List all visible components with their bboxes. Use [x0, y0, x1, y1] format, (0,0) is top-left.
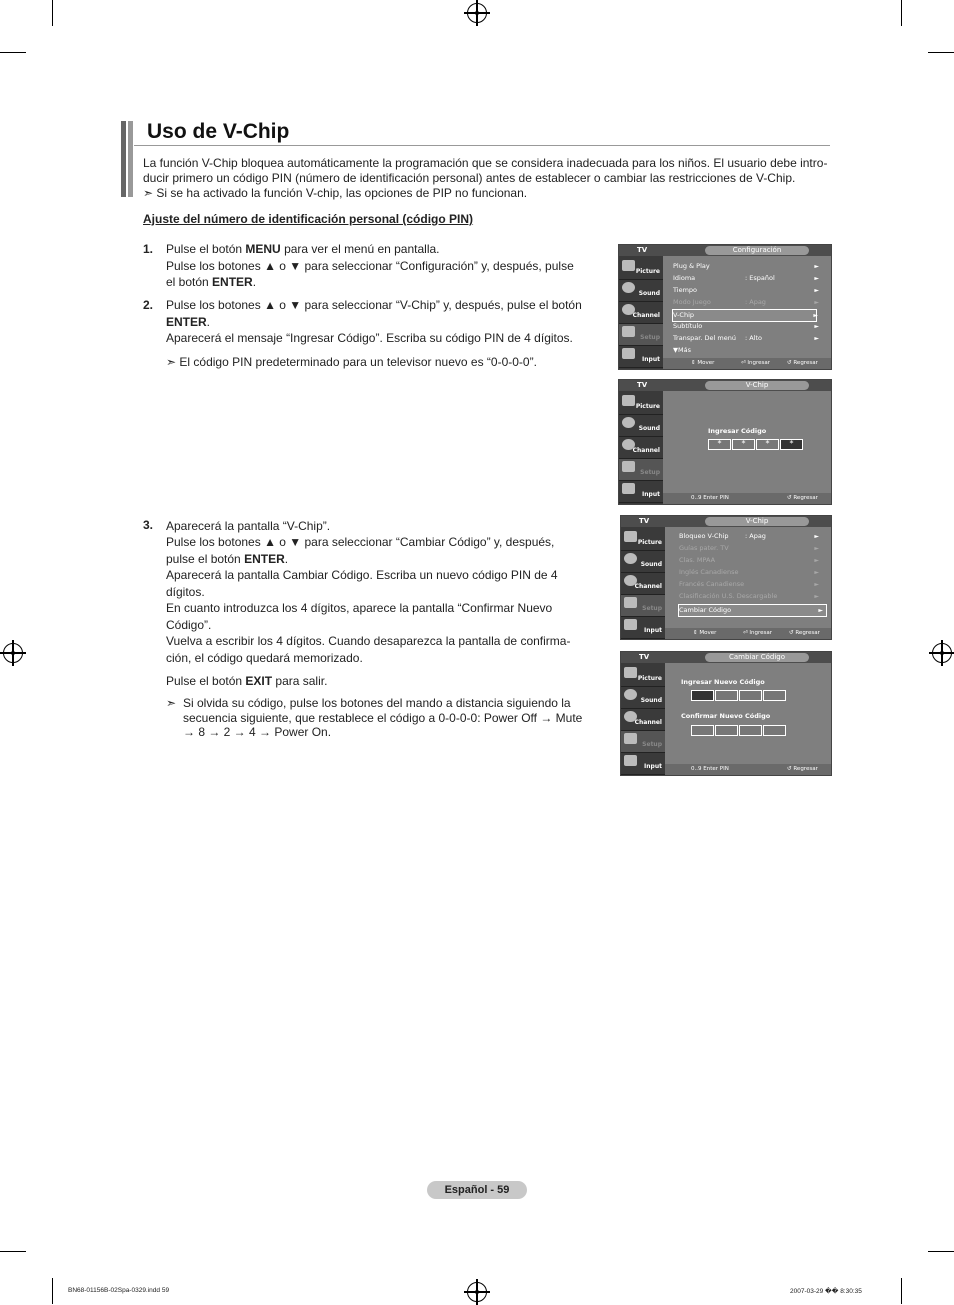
note-icon: ➣: [166, 696, 177, 710]
menu-item: Inglés Canadiense ►: [679, 568, 819, 576]
tv-sidebar: Picture Sound Channel Setup Input: [619, 391, 663, 504]
setup-icon: [624, 733, 637, 744]
step-note: secuencia siguiente, que restablece el código a 0-0-0-0: Power Off → Mute: [183, 711, 583, 725]
step-text: Código”.: [166, 618, 212, 632]
step-text: Pulse los botones ▲ o ▼ para seleccionar “V-Chip” y, después, pulse el botón: [166, 298, 582, 312]
step-note: Si olvida su código, pulse los botones del mando a distancia siguiendo la: [183, 696, 571, 710]
crop-mark: [52, 1278, 53, 1304]
note-icon: ➣: [166, 355, 177, 369]
step-text: ENTER.: [166, 315, 211, 329]
menu-item: Idioma : Español ►: [673, 274, 819, 282]
crop-mark: [928, 1251, 954, 1252]
menu-item-selected: V-Chip ►: [672, 309, 817, 322]
tv-screen-cambiar-codigo: TV Cambiar Código Picture Sound Channel Setup Input Ingresar Nuevo Código Confirmar Nuevo Código 0..9 Enter PIN ↺ Regresar: [620, 651, 832, 776]
menu-item: Guías pater. TV ►: [679, 544, 819, 552]
step-text: Pulse el botón MENU para ver el menú en pantalla.: [166, 242, 440, 256]
new-code-label: Ingresar Nuevo Código: [681, 678, 765, 686]
menu-item: Transpar. Del menú : Alto ►: [673, 334, 819, 342]
print-date-info: 2007-03-29 �� 8:30:35: [790, 1288, 862, 1295]
crop-mark: [901, 0, 902, 26]
code-box: [691, 725, 714, 736]
input-icon: [624, 619, 637, 630]
step-number: 3.: [143, 518, 154, 532]
menu-item: Subtítulo ►: [673, 322, 819, 330]
step-note: ➣ El código PIN predeterminado para un televisor nuevo es “0-0-0-0”.: [166, 355, 537, 369]
setup-icon: [622, 461, 635, 472]
step-number: 1.: [143, 242, 154, 256]
registration-mark-icon: [3, 643, 23, 663]
pin-digit: *: [780, 439, 803, 450]
registration-mark-icon: [467, 1282, 487, 1302]
step-number: 2.: [143, 298, 154, 312]
sound-icon: [624, 553, 637, 564]
menu-item: Francés Canadiense ►: [679, 580, 819, 588]
step-text: el botón ENTER.: [166, 275, 257, 289]
step-text: ción, el código quedará memorizado.: [166, 651, 363, 665]
step-text: Pulse los botones ▲ o ▼ para seleccionar “Configuración” y, después, pulse: [166, 259, 574, 273]
picture-icon: [624, 667, 637, 678]
input-icon: [624, 755, 637, 766]
screen-title: Configuración: [705, 246, 809, 255]
menu-item: Modo Juego : Apag ►: [673, 298, 819, 306]
crop-mark: [52, 0, 53, 26]
crop-mark: [928, 52, 954, 53]
input-icon: [622, 483, 635, 494]
menu-item: ▼Más: [673, 346, 691, 354]
step-note: → 8 → 2 → 4 → Power On.: [183, 725, 332, 739]
pin-digit: *: [756, 439, 779, 450]
sound-icon: [622, 417, 635, 428]
screen-title: V-Chip: [705, 517, 809, 526]
intro-note: ➣ Si se ha activado la función V-chip, las opciones de PIP no funcionan.: [143, 186, 528, 200]
step-text: Pulse el botón EXIT para salir.: [166, 674, 328, 688]
code-box: [715, 690, 738, 701]
step-text: Aparecerá la pantalla Cambiar Código. Escriba un nuevo código PIN de 4: [166, 568, 558, 582]
picture-icon: [622, 395, 635, 406]
subheading: Ajuste del número de identificación personal (código PIN): [143, 212, 474, 226]
tv-sidebar: Picture Sound Channel Setup Input: [619, 256, 663, 369]
step-text: pulse el botón ENTER.: [166, 552, 289, 566]
step-text: dígitos.: [166, 585, 205, 599]
code-box: [739, 690, 762, 701]
input-icon: [622, 348, 635, 359]
crop-mark: [901, 1278, 902, 1304]
code-box: [715, 725, 738, 736]
picture-icon: [624, 531, 637, 542]
menu-item: Bloqueo V-Chip : Apag ►: [679, 532, 819, 540]
sound-icon: [622, 282, 635, 293]
screen-title: V-Chip: [705, 381, 809, 390]
confirm-code-label: Confirmar Nuevo Código: [681, 712, 771, 720]
tv-screen-vchip-menu: TV V-Chip Picture Sound Channel Setup Input Bloqueo V-Chip : Apag ► Guías pater. TV ► Clas. MPAA ► Inglés Canadiense ► Francés Canadiense ► Clasificación U.S. Descargable ► Cambiar Código ► ⇕ Mover ⏎ Ingresar ↺ Regresar: [620, 515, 832, 640]
code-box: [763, 690, 786, 701]
registration-mark-icon: [467, 3, 487, 23]
code-box: [691, 690, 714, 701]
title-bar: [128, 121, 133, 197]
page-number: Español - 59: [427, 1181, 527, 1199]
sound-icon: [624, 689, 637, 700]
tv-screen-vchip-pin: TV V-Chip Picture Sound Channel Setup Input Ingresar Código * * * * 0..9 Enter PIN ↺ Regresar: [618, 379, 832, 505]
note-icon: ➣: [143, 186, 154, 200]
menu-item: Tiempo ►: [673, 286, 819, 294]
title-rule: [134, 145, 830, 146]
setup-icon: [622, 326, 635, 337]
menu-item: Clas. MPAA ►: [679, 556, 819, 564]
code-box: [739, 725, 762, 736]
intro-line: ducir primero un código PIN (número de identificación personal) antes de establecer o cambiar las restricciones de V-Chip.: [143, 171, 796, 185]
menu-item-selected: Cambiar Código ►: [678, 604, 827, 617]
tv-sidebar: Picture Sound Channel Setup Input: [621, 663, 665, 775]
pin-digit: *: [732, 439, 755, 450]
print-file-info: BN68-01156B-02Spa-0329.indd 59: [68, 1287, 170, 1294]
screen-title: Cambiar Código: [705, 653, 809, 662]
registration-mark-icon: [932, 643, 952, 663]
step-text: En cuanto introduzca los 4 dígitos, aparece la pantalla “Confirmar Nuevo: [166, 601, 553, 615]
tv-screen-configuracion: TV Configuración Picture Sound Channel Setup Input Plug & Play ► Idioma : Español ► Tiempo ► Modo Juego : Apag ► V-Chip ► Subtítulo ► Transpar. Del menú : Alto ► ▼Más ⇕ Mover ⏎ Ingresar ↺ Regresar: [618, 244, 832, 370]
setup-icon: [624, 597, 637, 608]
intro-line: La función V-Chip bloquea automáticamente la programación que se considera inadecuada para los niños. El usuario debe intro-: [143, 156, 828, 170]
picture-icon: [622, 260, 635, 271]
tv-sidebar: Picture Sound Channel Setup Input: [621, 527, 665, 639]
step-text: Aparecerá el mensaje “Ingresar Código”. Escriba su código PIN de 4 dígitos.: [166, 331, 573, 345]
title-bar: [121, 121, 126, 197]
step-text: Vuelva a escribir los 4 dígitos. Cuando desaparezca la pantalla de confirma-: [166, 634, 571, 648]
prompt-label: Ingresar Código: [708, 427, 767, 435]
crop-mark: [0, 52, 26, 53]
menu-item: Plug & Play ►: [673, 262, 819, 270]
menu-item: Clasificación U.S. Descargable ►: [679, 592, 819, 600]
step-text: Aparecerá la pantalla “V-Chip”.: [166, 519, 331, 533]
code-box: [763, 725, 786, 736]
step-text: Pulse los botones ▲ o ▼ para seleccionar “Cambiar Código” y, después,: [166, 535, 555, 549]
pin-digit: *: [708, 439, 731, 450]
crop-mark: [0, 1251, 26, 1252]
page-title: Uso de V-Chip: [147, 120, 290, 143]
